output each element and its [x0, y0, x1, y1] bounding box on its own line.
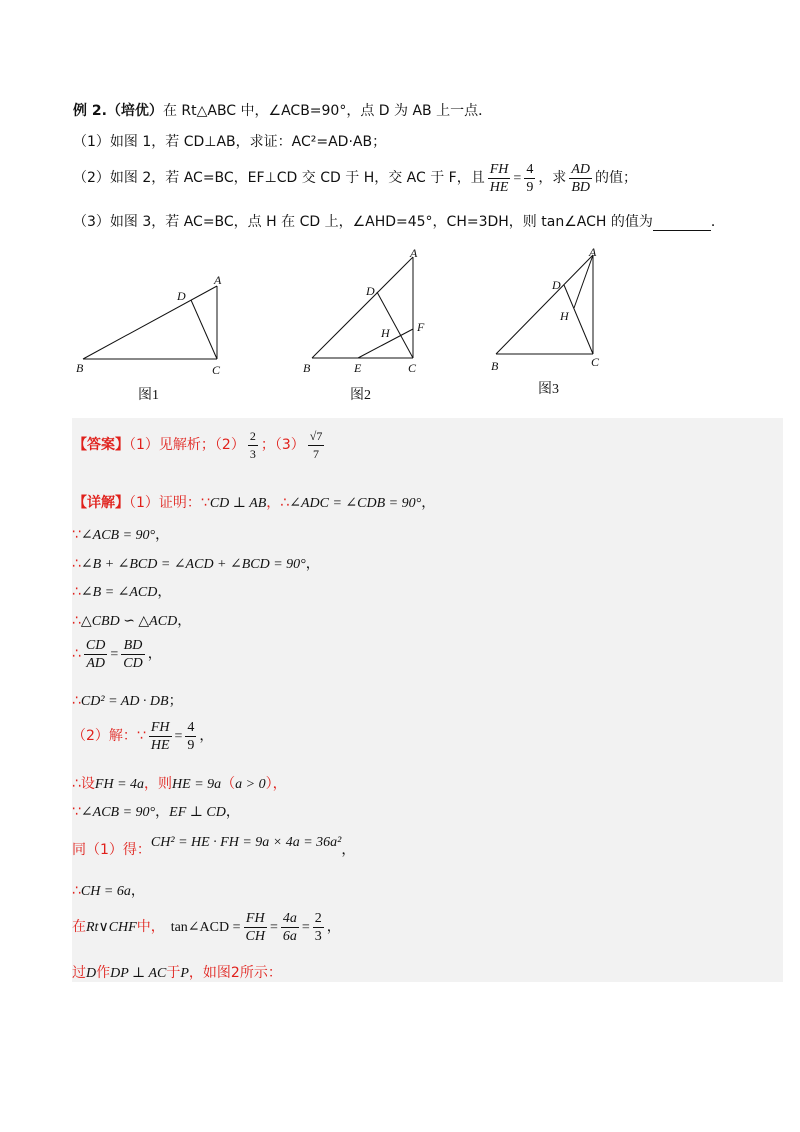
fig3-label-d: D: [552, 278, 561, 292]
fig1-label-b: B: [76, 361, 84, 375]
detail-line-5: ∴△CBD ∽ △ACD，: [72, 613, 192, 629]
fraction-4-9-2: $\frac{4}{9}$: [187, 719, 195, 753]
figure-3-caption: 图3: [538, 382, 559, 397]
fraction-ad-bd: $\frac{AD}{BD}$: [571, 161, 590, 195]
fig2-label-a: A: [410, 246, 418, 260]
fraction-2-3: $\frac{2}{3}$: [314, 910, 322, 944]
detail-line-11: 同（1）得：CH² = HE · FH = 9a × 4a = 36a²，: [72, 835, 356, 858]
fig2-label-c: C: [408, 361, 417, 375]
fig2-label-e: E: [354, 361, 362, 375]
fig2-label-h: H: [381, 326, 390, 340]
answer-line: 【答案】（1）见解析；（2） $\frac{2}{3}$ ；（3） $\frac{√7}{7}$: [73, 428, 323, 461]
question-part-1: （1）如图 1，若 CD⊥AB，求证：AC²=AD·AB；: [73, 134, 387, 150]
fig3-label-b: B: [491, 359, 499, 373]
fraction-4-9: $\frac{4}{9}$: [526, 161, 534, 195]
fig2-label-d: D: [366, 284, 375, 298]
detail-label: 【详解】: [73, 495, 129, 511]
answer-fraction-sqrt7-7: $\frac{√7}{7}$: [309, 428, 323, 461]
detail-line-8: （2）解：∵ $\frac{FH}{HE}$ = $\frac{4}{9}$ ，: [72, 719, 214, 753]
detail-line-13: 在Rt∨CHF中， tan∠ACD = $\frac{FH}{CH}$ = $\frac{4a}{6a}$ = $\frac{2}{3}$ ，: [72, 910, 341, 944]
detail-line-10: ∵∠ACB = 90°，EF ⊥ CD，: [72, 804, 240, 820]
detail-line-6: ∴ $\frac{CD}{AD}$ = $\frac{BD}{CD}$ ，: [72, 637, 162, 671]
question-line-intro: [73, 100, 492, 120]
example-label: 例 2.（培优）: [73, 103, 163, 119]
fig3-label-a: A: [589, 245, 597, 259]
question-part-2: （2）如图 2，若 AC=BC，EF⊥CD 交 CD 于 H，交 AC 于 F，且 $\frac{FH}{HE}$ = $\frac{4}{9}$ ，求 $\frac{AD}{BD}$ 的值；: [73, 161, 637, 195]
detail-line-12: ∴CH = 6a，: [72, 883, 145, 899]
fig2-label-b: B: [303, 361, 311, 375]
fraction-fh-ch: $\frac{FH}{CH}$: [245, 910, 265, 944]
question-intro: 在 Rt△ABC 中，∠ACB=90°，点 D 为 AB 上一点．: [162, 103, 493, 119]
figure-3: [485, 240, 610, 375]
answer-section: [72, 418, 783, 982]
detail-line-14: 过D作DP ⊥ AC于P，如图2所示：: [72, 965, 282, 981]
figure-2: [295, 245, 435, 380]
fig2-label-f: F: [417, 320, 425, 334]
figure-1-caption: 图1: [138, 388, 159, 403]
detail-line-1: 【详解】（1）证明：∵CD ⊥ AB，∴∠ADC = ∠CDB = 90°，: [73, 495, 436, 511]
fig3-label-h: H: [560, 309, 569, 323]
fraction-cd-ad: $\frac{CD}{AD}$: [85, 637, 106, 671]
answer-label: 【答案】: [73, 437, 129, 453]
fig3-label-c: C: [591, 355, 600, 369]
figure-2-caption: 图2: [350, 388, 371, 403]
fraction-fh-he-2: $\frac{FH}{HE}$: [150, 719, 170, 753]
detail-line-4: ∴∠B = ∠ACD，: [72, 584, 172, 600]
fraction-fh-he: $\frac{FH}{HE}$: [489, 161, 509, 195]
fraction-bd-cd: $\frac{BD}{CD}$: [123, 637, 143, 671]
detail-line-2: ∵∠ACB = 90°，: [72, 527, 170, 543]
fig1-label-c: C: [212, 363, 221, 377]
detail-line-3: ∴∠B + ∠BCD = ∠ACD + ∠BCD = 90°，: [72, 556, 320, 572]
question-part-3: （3）如图 3，若 AC=BC，点 H 在 CD 上，∠AHD=45°，CH=3DH，则 tan∠ACH 的值为 ．: [73, 214, 725, 230]
figure-1: [70, 270, 235, 378]
answer-fraction-2-3: $\frac{2}{3}$: [249, 428, 256, 461]
answer-blank[interactable]: [653, 216, 711, 231]
fig1-label-a: A: [214, 273, 222, 287]
detail-line-7: ∴CD² = AD · DB；: [72, 693, 183, 709]
fraction-4a-6a: $\frac{4a}{6a}$: [282, 910, 297, 944]
fig1-label-d: D: [177, 289, 186, 303]
detail-line-9: ∴设FH = 4a，则HE = 9a（a > 0），: [72, 776, 287, 792]
